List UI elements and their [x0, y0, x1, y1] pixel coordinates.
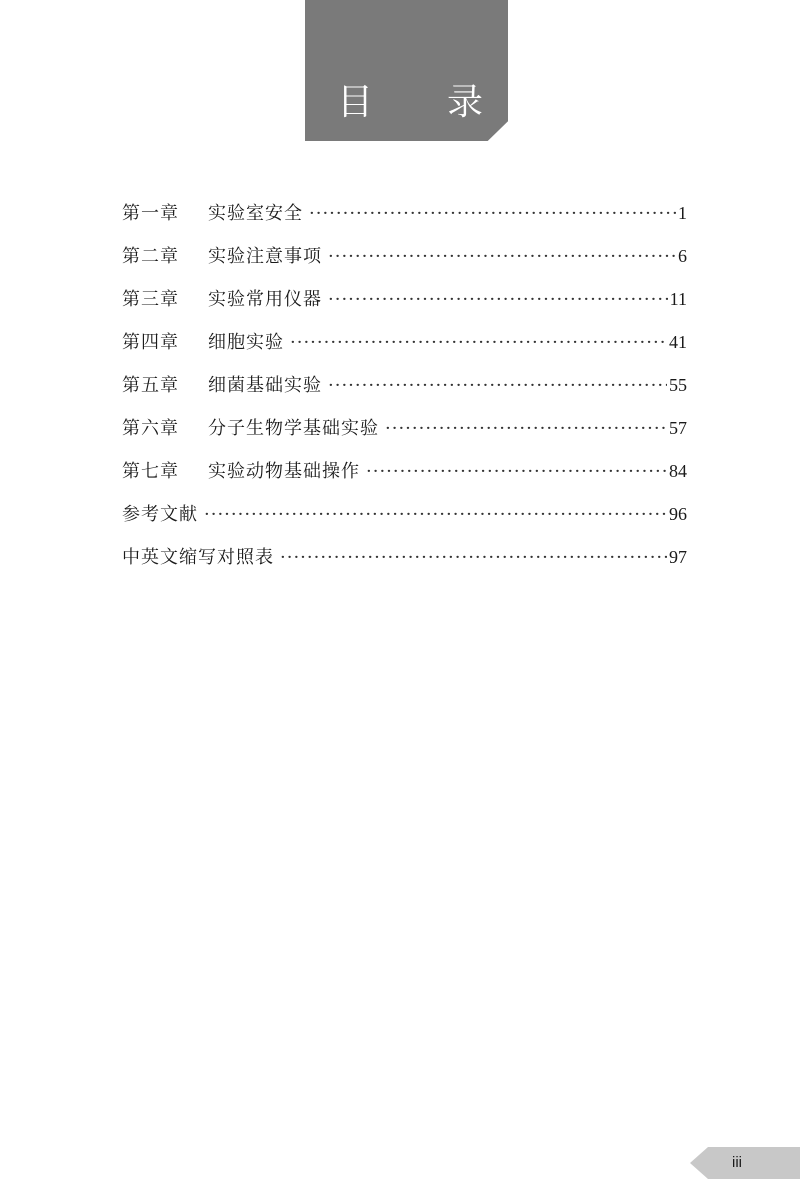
toc-entry-chapter-7[interactable] — [122, 457, 687, 500]
toc-chapter-label: 第一章 — [122, 203, 179, 224]
toc-page-number: 55 — [669, 375, 687, 395]
toc-page-number: 84 — [669, 461, 687, 481]
toc-entry-abbreviations[interactable] — [122, 543, 687, 586]
toc-chapter-label: 第五章 — [122, 375, 179, 396]
toc-entry-title: 实验室安全 — [208, 203, 303, 224]
page-title-char-1: 目 — [337, 82, 374, 123]
toc-page-number: 1 — [678, 203, 687, 223]
toc-page-number: 11 — [669, 289, 687, 309]
toc-chapter-label: 第六章 — [122, 418, 179, 439]
table-of-contents — [122, 199, 687, 586]
toc-leader-dots — [309, 203, 676, 224]
toc-page-number: 41 — [669, 332, 687, 352]
toc-entry-chapter-4[interactable] — [122, 328, 687, 371]
toc-entry-title: 细胞实验 — [208, 332, 284, 353]
toc-leader-dots — [328, 289, 668, 310]
toc-leader-dots — [280, 547, 667, 568]
toc-leader-dots — [204, 504, 667, 525]
toc-entry-title: 实验动物基础操作 — [208, 461, 360, 482]
toc-entry-title: 细菌基础实验 — [208, 375, 322, 396]
toc-chapter-label: 第七章 — [122, 461, 179, 482]
toc-entry-references[interactable] — [122, 500, 687, 543]
toc-chapter-label: 第二章 — [122, 246, 179, 267]
toc-entry-title: 参考文献 — [122, 504, 198, 525]
toc-chapter-label: 第四章 — [122, 332, 179, 353]
toc-page-number: 6 — [678, 246, 687, 266]
toc-entry-title: 中英文缩写对照表 — [122, 547, 274, 568]
toc-entry-chapter-1[interactable] — [122, 199, 687, 242]
toc-leader-dots — [328, 246, 676, 267]
toc-leader-dots — [385, 418, 667, 439]
toc-entry-chapter-3[interactable] — [122, 285, 687, 328]
toc-entry-title: 实验常用仪器 — [208, 289, 322, 310]
page-title — [305, 78, 508, 128]
toc-chapter-label: 第三章 — [122, 289, 179, 310]
toc-page-number: 57 — [669, 418, 687, 438]
toc-entry-title: 分子生物学基础实验 — [208, 418, 379, 439]
toc-entry-chapter-2[interactable] — [122, 242, 687, 285]
toc-leader-dots — [328, 375, 667, 396]
toc-page-number: 97 — [669, 547, 687, 567]
page-title-char-2: 录 — [446, 82, 483, 123]
toc-entry-chapter-6[interactable] — [122, 414, 687, 457]
toc-entry-title: 实验注意事项 — [208, 246, 322, 267]
toc-leader-dots — [290, 332, 667, 353]
toc-page-number: 96 — [669, 504, 687, 524]
toc-leader-dots — [366, 461, 667, 482]
page-number: iii — [732, 1154, 742, 1171]
toc-entry-chapter-5[interactable] — [122, 371, 687, 414]
